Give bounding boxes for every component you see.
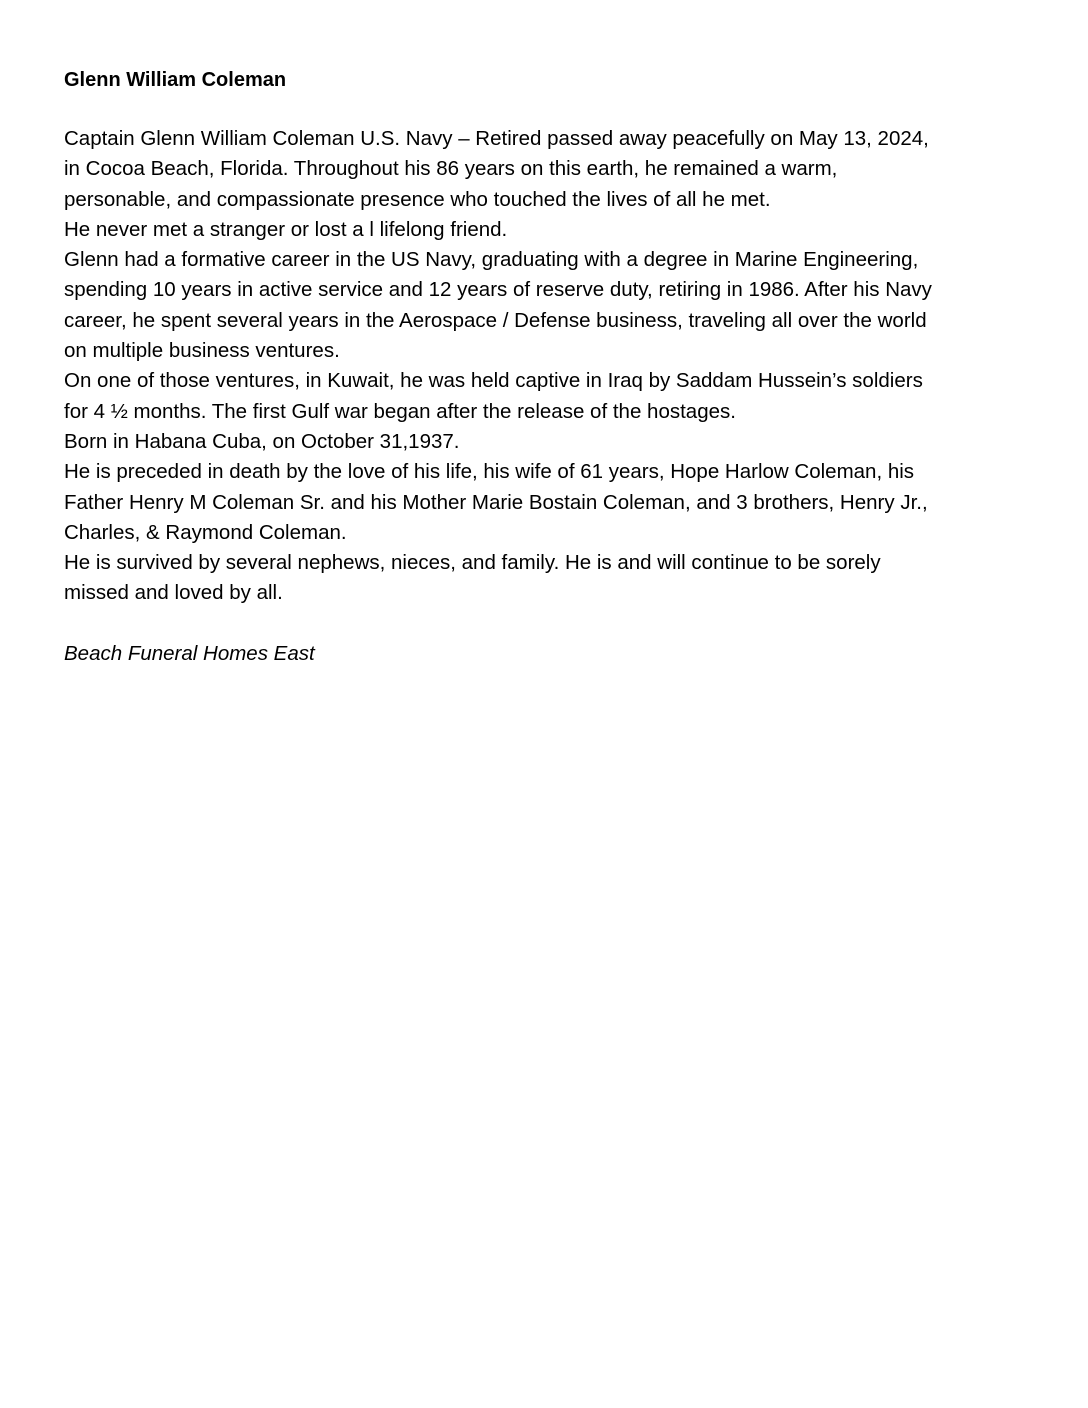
obituary-body xyxy=(64,124,1044,609)
document-title: Glenn William Coleman xyxy=(64,69,287,91)
body-line: on multiple business ventures. xyxy=(64,339,340,363)
body-line: Father Henry M Coleman Sr. and his Mother Marie Bostain Coleman, and 3 brothers, Henry Jr., xyxy=(64,490,928,514)
body-line: Charles, & Raymond Coleman. xyxy=(64,520,347,544)
body-line: He is survived by several nephews, nieces, and family. He is and will continue to be sorely xyxy=(64,551,881,575)
body-line: On one of those ventures, in Kuwait, he was held captive in Iraq by Saddam Hussein’s soldiers xyxy=(64,369,923,393)
body-line: Born in Habana Cuba, on October 31,1937. xyxy=(64,429,460,453)
funeral-home-signature: Beach Funeral Homes East xyxy=(64,641,315,665)
body-line: He is preceded in death by the love of his life, his wife of 61 years, Hope Harlow Coleman, his xyxy=(64,460,915,484)
document-content xyxy=(64,66,1044,669)
body-line: Glenn had a formative career in the US Navy, graduating with a degree in Marine Engineering, xyxy=(64,248,919,272)
body-line: career, he spent several years in the Aerospace / Defense business, traveling all over the world xyxy=(64,308,927,332)
body-line: in Cocoa Beach, Florida. Throughout his 86 years on this earth, he remained a warm, xyxy=(64,157,838,181)
body-line: personable, and compassionate presence who touched the lives of all he met. xyxy=(64,187,771,211)
body-line: Captain Glenn William Coleman U.S. Navy – Retired passed away peacefully on May 13, 2024, xyxy=(64,127,929,150)
body-line: spending 10 years in active service and 12 years of reserve duty, retiring in 1986. After his Navy xyxy=(64,278,932,302)
body-line: for 4 ½ months. The first Gulf war began after the release of the hostages. xyxy=(64,399,736,423)
body-line: missed and loved by all. xyxy=(64,581,283,605)
body-line: He never met a stranger or lost a l lifelong friend. xyxy=(64,217,508,241)
